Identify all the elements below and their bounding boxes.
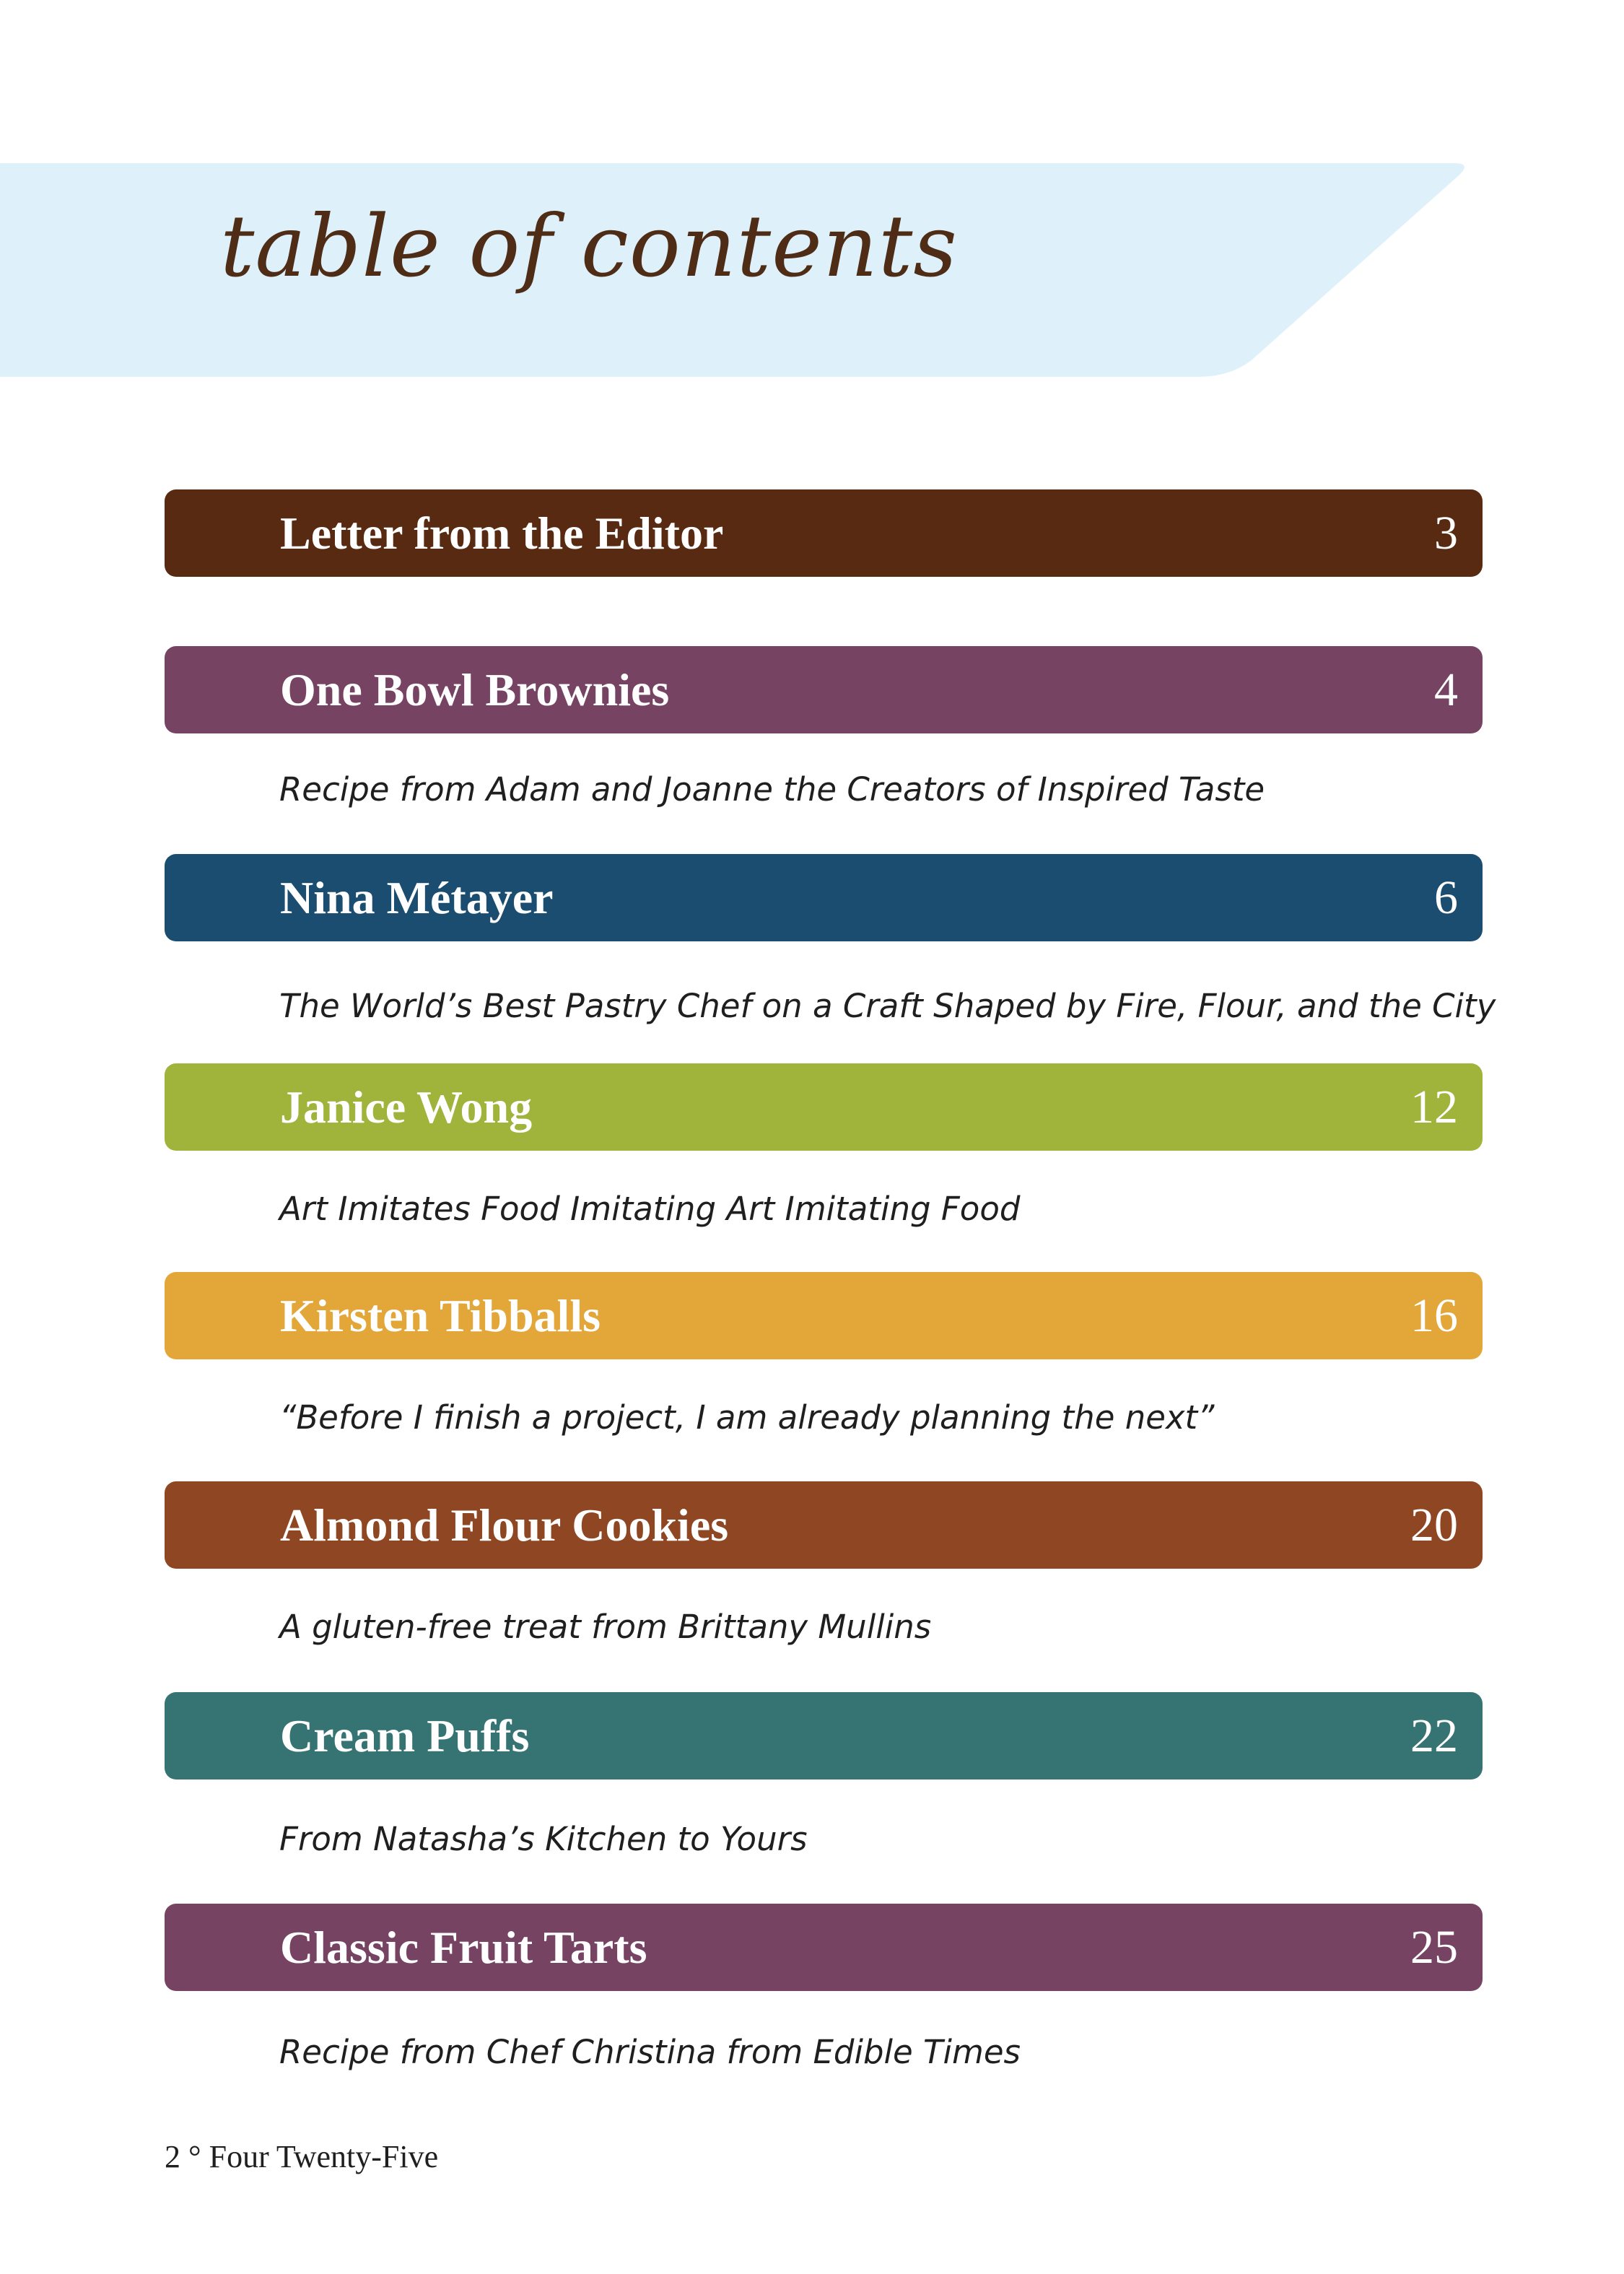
- toc-entry-nina-metayer[interactable]: [165, 854, 1483, 941]
- toc-entry-title: Kirsten Tibballs: [280, 1289, 601, 1341]
- toc-entry-almond-flour-cookies[interactable]: [165, 1481, 1483, 1569]
- toc-entry-page-number: 20: [1410, 1498, 1458, 1551]
- toc-entry-title: Cream Puffs: [280, 1709, 530, 1761]
- toc-entry-title: Almond Flour Cookies: [280, 1499, 729, 1551]
- toc-entry-subtitle: Recipe from Chef Christina from Edible Times: [279, 2033, 1021, 2071]
- toc-entry-title: One Bowl Brownies: [280, 663, 670, 715]
- toc-entry-subtitle: A gluten-free treat from Brittany Mullins: [279, 1608, 932, 1646]
- toc-entry-subtitle: Art Imitates Food Imitating Art Imitating Food: [279, 1190, 1021, 1228]
- toc-entry-classic-fruit-tarts[interactable]: [165, 1904, 1483, 1991]
- toc-entry-subtitle: Recipe from Adam and Joanne the Creators of Inspired Taste: [279, 770, 1265, 809]
- toc-entry-kirsten-tibballs[interactable]: [165, 1272, 1483, 1359]
- page-title: table of contents: [220, 196, 958, 296]
- toc-entry-page-number: 4: [1434, 663, 1458, 716]
- toc-entry-cream-puffs[interactable]: [165, 1692, 1483, 1779]
- toc-entry-page-number: 3: [1434, 506, 1458, 559]
- toc-entry-letter-from-the-editor[interactable]: [165, 489, 1483, 577]
- toc-entry-title: Letter from the Editor: [280, 507, 724, 559]
- toc-entry-page-number: 16: [1410, 1289, 1458, 1342]
- toc-entry-page-number: 6: [1434, 871, 1458, 924]
- toc-entry-janice-wong[interactable]: [165, 1063, 1483, 1151]
- toc-entry-subtitle: “Before I finish a project, I am already planning the next”: [279, 1398, 1215, 1437]
- toc-entry-title: Nina Métayer: [280, 871, 554, 923]
- toc-entry-title: Janice Wong: [280, 1081, 533, 1133]
- toc-entry-subtitle: The World’s Best Pastry Chef on a Craft Shaped by Fire, Flour, and the City: [279, 987, 1496, 1025]
- toc-entry-one-bowl-brownies[interactable]: [165, 646, 1483, 733]
- toc-entry-title: Classic Fruit Tarts: [280, 1921, 647, 1973]
- page-folio: 2 ° Four Twenty-Five: [165, 2139, 439, 2174]
- toc-entry-page-number: 12: [1410, 1080, 1458, 1133]
- toc-entry-subtitle: From Natasha’s Kitchen to Yours: [279, 1820, 808, 1858]
- toc-entry-page-number: 25: [1410, 1920, 1458, 1974]
- toc-entry-page-number: 22: [1410, 1709, 1458, 1762]
